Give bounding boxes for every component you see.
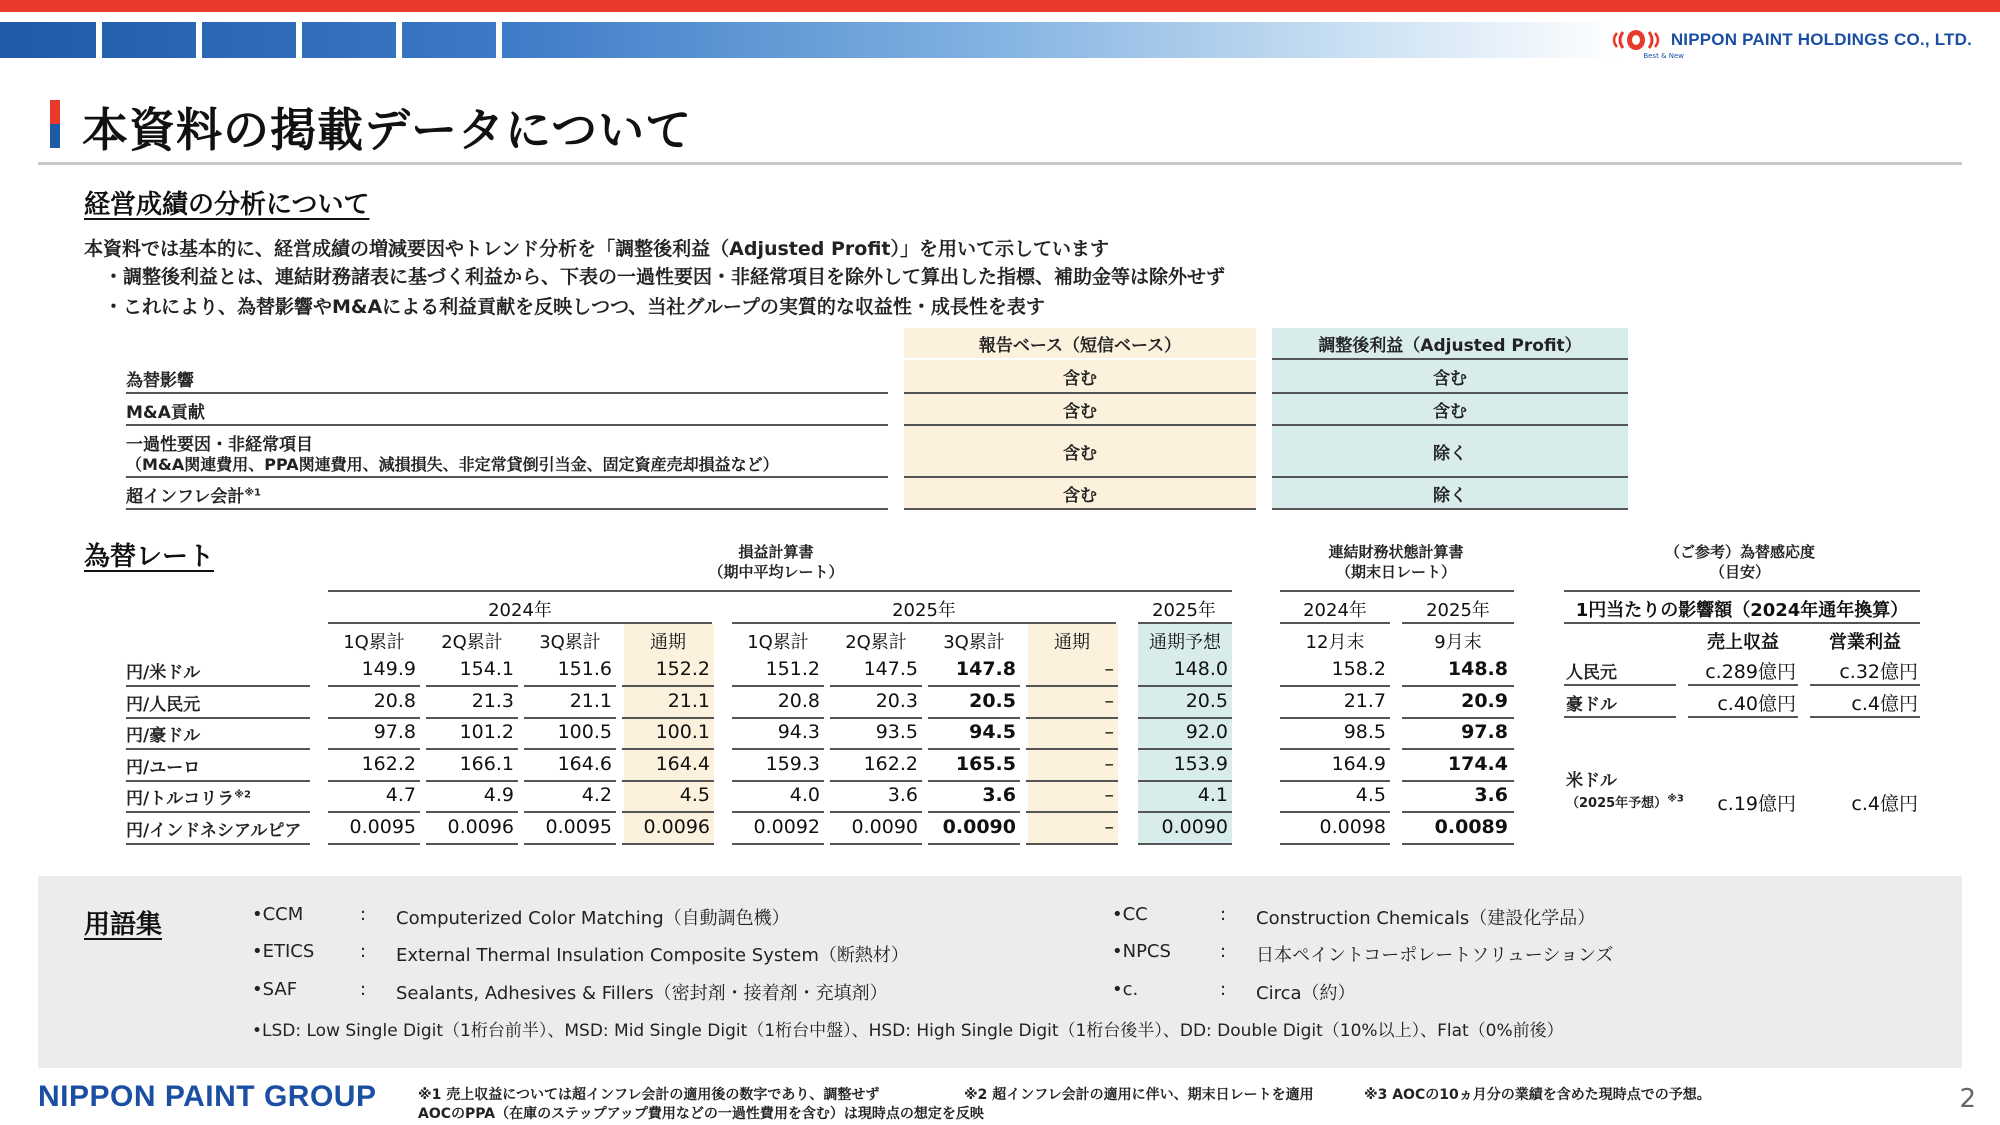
row-divider <box>524 811 616 813</box>
header-divider <box>1564 590 1920 592</box>
pl-caption-line: 損益計算書 <box>738 543 814 561</box>
row-divider <box>830 748 922 750</box>
comparison-row-label: 一過性要因・非経常項目 <box>126 435 313 455</box>
fx-value-2024: 0.0096 <box>643 816 710 838</box>
bs-value: 21.7 <box>1343 690 1386 712</box>
fx-value-2025: 20.3 <box>875 690 918 712</box>
fx-value-2025: – <box>1104 690 1114 712</box>
row-divider <box>1402 780 1514 782</box>
fx-value-2024: 100.5 <box>557 721 612 743</box>
glossary-definition: Construction Chemicals（建設化学品） <box>1256 908 1596 929</box>
fx-value-2024: 100.1 <box>655 721 710 743</box>
bs-year-header: 2025年 <box>1426 600 1490 621</box>
bs-value: 148.8 <box>1447 658 1508 680</box>
bs-caption-line: （期末日レート） <box>1335 563 1456 581</box>
glossary-term: •SAF <box>252 979 298 1000</box>
column-header-reported: 報告ベース（短信ベース） <box>904 328 1256 358</box>
fx-row-label-text: 円/トルコリラ <box>126 789 235 809</box>
footnote-ref: ※2 <box>234 789 251 801</box>
reported-cell: 含む <box>904 360 1256 392</box>
row-divider <box>830 685 922 687</box>
glossary-definition: Sealants, Adhesives & Fillers（密封剤・接着剤・充填剤） <box>396 983 888 1004</box>
row-divider <box>1138 748 1232 750</box>
row-divider <box>928 748 1020 750</box>
row-divider <box>126 811 310 813</box>
comparison-row-sublabel: （M&A関連費用、PPA関連費用、減損損失、非定常貸倒引当金、固定資産売却損益など） <box>126 455 779 474</box>
analysis-line: ・調整後利益とは、連結財務諸表に基づく利益から、下表の一過性要因・非経常項目を除外して算出した指標、補助金等は除外せず <box>104 266 1226 288</box>
fx-value-2025: 159.3 <box>765 753 820 775</box>
row-divider <box>524 748 616 750</box>
page-title: 本資料の掲載データについて <box>82 103 693 157</box>
row-divider <box>1280 748 1390 750</box>
fx-value-2025: 0.0092 <box>753 816 820 838</box>
sensitivity-op: c.4億円 <box>1851 793 1918 815</box>
fx-value-2024: 21.1 <box>569 690 612 712</box>
fx-value-2024: 21.3 <box>471 690 514 712</box>
header-divider <box>1280 622 1390 624</box>
sensitivity-row-sublabel: （2025年予想） <box>1566 796 1668 811</box>
row-divider <box>1688 716 1798 718</box>
adjusted-cell: 含む <box>1272 360 1628 392</box>
col-header: 通期 <box>650 632 686 653</box>
fx-row-label <box>126 690 200 715</box>
row-divider <box>126 392 888 394</box>
fx-value-2024: 151.6 <box>557 658 612 680</box>
row-divider <box>328 843 420 845</box>
fx-value-2025: 94.5 <box>969 721 1016 743</box>
comparison-row-label: 超インフレ会計 <box>126 487 245 507</box>
bs-col-header: 9月末 <box>1434 632 1482 653</box>
fx-row-label-text: 円/ユーロ <box>126 758 201 778</box>
row-divider <box>928 685 1020 687</box>
bs-value: 3.6 <box>1474 784 1508 806</box>
glossary-definition: External Thermal Insulation Composite System（断熱材） <box>396 945 909 966</box>
footnote-3: ※3 AOCの10ヵ月分の業績を含めた現時点での予想。 <box>1364 1087 1711 1103</box>
glossary-digit-definitions: •LSD: Low Single Digit（1桁台前半）、MSD: Mid Single Digit（1桁台中盤）、HSD: High Single Digit（1桁台後半）、DD: Double Digit（10%以上）、Flat（0%前後） <box>252 1021 1564 1041</box>
fx-value-2025: 4.0 <box>789 784 820 806</box>
header-bar-segment <box>396 22 402 58</box>
row-divider <box>1402 811 1514 813</box>
pl-caption-line: （期中平均レート） <box>708 563 844 581</box>
fx-value-2025: 94.3 <box>777 721 820 743</box>
row-divider <box>1138 843 1232 845</box>
fx-value-2024: 21.1 <box>667 690 710 712</box>
fx-value-2025: 20.8 <box>777 690 820 712</box>
row-divider <box>1026 717 1118 719</box>
row-divider <box>524 685 616 687</box>
row-divider <box>126 843 310 845</box>
row-divider <box>1272 392 1628 394</box>
row-divider <box>1138 685 1232 687</box>
header-divider <box>1402 622 1514 624</box>
fx-value-2025: – <box>1104 816 1114 838</box>
row-divider <box>732 717 824 719</box>
row-divider <box>732 843 824 845</box>
glossary-definition: Computerized Color Matching（自動調色機） <box>396 908 790 929</box>
row-divider <box>732 748 824 750</box>
header-bar-segment <box>296 22 302 58</box>
glossary-term: •NPCS <box>1112 941 1171 962</box>
row-divider <box>732 811 824 813</box>
fx-row-label <box>126 816 301 841</box>
fx-value-2024: 164.4 <box>655 753 710 775</box>
fx-value-forecast: 20.5 <box>1185 690 1228 712</box>
fx-value-2024: 4.5 <box>679 784 710 806</box>
row-divider <box>1272 358 1628 360</box>
header-divider <box>1564 622 1920 624</box>
page-number: 2 <box>1959 1084 1976 1114</box>
header-blue-bar <box>0 22 1620 58</box>
glossary-colon: : <box>1220 979 1227 1000</box>
glossary-definition: Circa（約） <box>1256 983 1356 1004</box>
row-divider <box>904 392 1256 394</box>
col-header: 通期 <box>1054 632 1090 653</box>
row-divider <box>426 780 518 782</box>
footer-brand-logo: NIPPON PAINT GROUP <box>38 1080 377 1113</box>
fx-heading: 為替レート <box>84 542 215 572</box>
row-divider <box>904 508 1256 510</box>
row-divider <box>830 811 922 813</box>
row-divider <box>126 424 888 426</box>
fx-value-2025: 3.6 <box>887 784 918 806</box>
sensitivity-col-header: 売上収益 <box>1707 632 1779 653</box>
row-divider <box>126 780 310 782</box>
bs-value: 97.8 <box>1461 721 1508 743</box>
analysis-line: 本資料では基本的に、経営成績の増減要因やトレンド分析を「調整後利益（Adjusted Profit）」を用いて示しています <box>84 238 1109 260</box>
row-divider <box>830 717 922 719</box>
row-divider <box>1026 843 1118 845</box>
fx-value-2024: 0.0095 <box>545 816 612 838</box>
footnote-1: ※1 売上収益については超インフレ会計の適用後の数字であり、調整せず <box>418 1087 880 1103</box>
fx-value-2024: 164.6 <box>557 753 612 775</box>
row-divider <box>732 685 824 687</box>
fx-row-label <box>126 658 200 683</box>
fx-value-2025: 0.0090 <box>942 816 1016 838</box>
footnote-3-continued: AOCのPPA（在庫のステップアップ費用などの一過性費用を含む）は現時点の想定を反映 <box>418 1106 984 1122</box>
row-divider <box>426 685 518 687</box>
sensitivity-caption-line: （ご参考）為替感応度 <box>1664 543 1815 561</box>
year-header-2025: 2025年 <box>892 600 956 621</box>
sensitivity-row-sublabel-wrap <box>1566 792 1684 811</box>
row-divider <box>126 748 310 750</box>
fx-value-forecast: 92.0 <box>1185 721 1228 743</box>
row-divider <box>1026 780 1118 782</box>
fx-value-2025: 93.5 <box>875 721 918 743</box>
row-divider <box>328 685 420 687</box>
fx-value-forecast: 0.0090 <box>1161 816 1228 838</box>
sensitivity-sales: c.19億円 <box>1717 793 1796 815</box>
glossary-colon: : <box>360 979 367 1000</box>
fx-value-2024: 0.0095 <box>349 816 416 838</box>
fx-value-2025: 147.5 <box>863 658 918 680</box>
fx-row-label <box>126 784 251 809</box>
fx-value-2025: 20.5 <box>969 690 1016 712</box>
row-divider <box>622 843 714 845</box>
sensitivity-op: c.32億円 <box>1839 661 1918 683</box>
row-divider <box>426 748 518 750</box>
glossary-definition: 日本ペイントコーポレートソリューションズ <box>1256 945 1614 966</box>
row-divider <box>1026 685 1118 687</box>
row-divider <box>830 843 922 845</box>
row-divider <box>1272 508 1628 510</box>
glossary-colon: : <box>360 904 367 925</box>
fx-value-2025: 3.6 <box>982 784 1016 806</box>
comparison-row-label: M&A貢献 <box>126 403 205 423</box>
sensitivity-caption-line: （目安） <box>1709 563 1770 581</box>
glossary-term: •CC <box>1112 904 1148 925</box>
row-divider <box>126 508 888 510</box>
fx-value-2025: – <box>1104 658 1114 680</box>
sensitivity-row-label: 人民元 <box>1566 663 1617 683</box>
row-divider <box>732 780 824 782</box>
fx-value-2025: – <box>1104 721 1114 743</box>
row-divider <box>328 717 420 719</box>
row-divider <box>622 685 714 687</box>
company-logo-icon <box>1607 28 1665 52</box>
fx-value-forecast: 153.9 <box>1173 753 1228 775</box>
fx-value-2025: 151.2 <box>765 658 820 680</box>
row-divider <box>904 424 1256 426</box>
sensitivity-row-label: 豪ドル <box>1566 695 1617 715</box>
glossary-heading: 用語集 <box>84 910 163 940</box>
row-divider <box>830 780 922 782</box>
footnote-ref: ※3 <box>1667 793 1684 805</box>
row-divider <box>1280 780 1390 782</box>
pl-caption <box>676 542 876 582</box>
bs-value: 98.5 <box>1343 721 1386 743</box>
fx-value-2024: 4.9 <box>483 784 514 806</box>
fx-row-label <box>126 721 200 746</box>
col-header: 1Q累計 <box>343 632 405 653</box>
adjusted-cell: 除く <box>1272 426 1628 476</box>
reported-cell: 含む <box>904 426 1256 476</box>
adjusted-cell: 含む <box>1272 394 1628 424</box>
bs-year-header: 2024年 <box>1303 600 1367 621</box>
fx-value-2025: – <box>1104 784 1114 806</box>
sensitivity-caption <box>1640 542 1840 582</box>
sensitivity-row-label: 米ドル <box>1566 771 1617 791</box>
row-divider <box>1402 717 1514 719</box>
company-logo <box>1607 28 1972 52</box>
fx-value-forecast: 4.1 <box>1197 784 1228 806</box>
fx-value-2024: 152.2 <box>655 658 710 680</box>
fx-value-2024: 101.2 <box>459 721 514 743</box>
bs-value: 158.2 <box>1331 658 1386 680</box>
comparison-row-label-wrap <box>126 482 261 507</box>
sensitivity-title: 1円当たりの影響額（2024年通年換算） <box>1575 600 1909 621</box>
fx-value-2025: – <box>1104 753 1114 775</box>
analysis-heading: 経営成績の分析について <box>84 190 370 220</box>
reported-cell: 含む <box>904 478 1256 508</box>
row-divider <box>1280 717 1390 719</box>
row-divider <box>1402 843 1514 845</box>
reported-cell: 含む <box>904 394 1256 424</box>
header-red-bar <box>0 0 2000 12</box>
row-divider <box>1272 476 1628 478</box>
col-header: 2Q累計 <box>441 632 503 653</box>
sensitivity-op: c.4億円 <box>1851 693 1918 715</box>
bs-value: 164.9 <box>1331 753 1386 775</box>
bs-value: 174.4 <box>1447 753 1508 775</box>
row-divider <box>1026 748 1118 750</box>
glossary-colon: : <box>1220 941 1227 962</box>
row-divider <box>328 748 420 750</box>
fx-row-label-text: 円/豪ドル <box>126 726 201 746</box>
row-divider <box>524 717 616 719</box>
row-divider <box>1138 780 1232 782</box>
row-divider <box>1138 717 1232 719</box>
logo-tagline: Best & New <box>1643 52 1684 60</box>
bs-caption <box>1296 542 1496 582</box>
footnote-ref: ※1 <box>244 487 262 499</box>
fx-value-2024: 4.2 <box>581 784 612 806</box>
header-divider <box>328 590 1232 592</box>
fx-value-2025: 0.0090 <box>851 816 918 838</box>
row-divider <box>1402 685 1514 687</box>
comparison-row-label: 為替影響 <box>126 371 194 391</box>
fx-value-2024: 166.1 <box>459 753 514 775</box>
row-divider <box>426 843 518 845</box>
header-bar-segment <box>496 22 502 58</box>
row-divider <box>126 717 310 719</box>
fx-value-2024: 97.8 <box>373 721 416 743</box>
row-divider <box>622 717 714 719</box>
row-divider <box>328 780 420 782</box>
fx-value-2025: 165.5 <box>955 753 1016 775</box>
row-divider <box>126 476 888 478</box>
fx-value-2024: 162.2 <box>361 753 416 775</box>
bs-value: 4.5 <box>1355 784 1386 806</box>
row-divider <box>928 843 1020 845</box>
fx-value-forecast: 148.0 <box>1173 658 1228 680</box>
row-divider <box>1810 684 1920 686</box>
row-divider <box>1810 716 1920 718</box>
bs-value: 20.9 <box>1461 690 1508 712</box>
fx-value-2025: 162.2 <box>863 753 918 775</box>
sensitivity-sales: c.289億円 <box>1705 661 1796 683</box>
fx-row-label <box>126 753 200 778</box>
analysis-line: ・これにより、為替影響やM&Aによる利益貢献を反映しつつ、当社グループの実質的な収益性・成長性を表す <box>104 296 1045 318</box>
bs-value: 0.0098 <box>1319 816 1386 838</box>
fx-row-label-text: 円/インドネシアルピア <box>126 821 302 841</box>
row-divider <box>524 843 616 845</box>
column-header-adjusted: 調整後利益（Adjusted Profit） <box>1272 328 1628 358</box>
header-bar-segment <box>96 22 102 58</box>
glossary-term: •c. <box>1112 979 1139 1000</box>
row-divider <box>928 811 1020 813</box>
row-divider <box>1564 684 1676 686</box>
col-header: 3Q累計 <box>943 632 1005 653</box>
adjusted-cell: 除く <box>1272 478 1628 508</box>
col-header: 1Q累計 <box>747 632 809 653</box>
row-divider <box>928 780 1020 782</box>
fx-value-2024: 4.7 <box>385 784 416 806</box>
row-divider <box>1402 748 1514 750</box>
row-divider <box>622 811 714 813</box>
glossary-colon: : <box>360 941 367 962</box>
row-divider <box>1280 811 1390 813</box>
row-divider <box>328 811 420 813</box>
row-divider <box>1564 716 1676 718</box>
sensitivity-col-header: 営業利益 <box>1829 632 1901 653</box>
footnote-2: ※2 超インフレ会計の適用に伴い、期末日レートを適用 <box>964 1087 1314 1103</box>
title-accent-bar <box>50 124 60 148</box>
fx-value-2024: 149.9 <box>361 658 416 680</box>
row-divider <box>1280 843 1390 845</box>
bs-col-header: 12月末 <box>1305 632 1365 653</box>
row-divider <box>622 748 714 750</box>
row-divider <box>622 780 714 782</box>
company-name: NIPPON PAINT HOLDINGS CO., LTD. <box>1670 30 1972 49</box>
fx-value-2024: 20.8 <box>373 690 416 712</box>
title-divider <box>38 162 1962 165</box>
glossary-term: •CCM <box>252 904 304 925</box>
fx-value-2024: 0.0096 <box>447 816 514 838</box>
glossary-colon: : <box>1220 904 1227 925</box>
year-header-2024: 2024年 <box>488 600 552 621</box>
bs-value: 0.0089 <box>1434 816 1508 838</box>
fx-value-2025: 147.8 <box>955 658 1016 680</box>
fx-value-2024: 154.1 <box>459 658 514 680</box>
row-divider <box>126 685 310 687</box>
col-header: 2Q累計 <box>845 632 907 653</box>
fx-row-label-text: 円/米ドル <box>126 663 201 683</box>
sensitivity-sales: c.40億円 <box>1717 693 1796 715</box>
row-divider <box>524 780 616 782</box>
row-divider <box>1280 685 1390 687</box>
row-divider <box>426 811 518 813</box>
fx-row-label-text: 円/人民元 <box>126 695 201 715</box>
col-header: 通期予想 <box>1149 632 1221 653</box>
bs-caption-line: 連結財務状態計算書 <box>1328 543 1464 561</box>
header-bar-segment <box>196 22 202 58</box>
col-header: 3Q累計 <box>539 632 601 653</box>
row-divider <box>1272 424 1628 426</box>
year-header-2025-forecast: 2025年 <box>1152 600 1216 621</box>
row-divider <box>1138 811 1232 813</box>
row-divider <box>1026 811 1118 813</box>
row-divider <box>904 476 1256 478</box>
row-divider <box>1688 684 1798 686</box>
row-divider <box>928 717 1020 719</box>
row-divider <box>426 717 518 719</box>
header-divider <box>1280 590 1514 592</box>
glossary-term: •ETICS <box>252 941 315 962</box>
